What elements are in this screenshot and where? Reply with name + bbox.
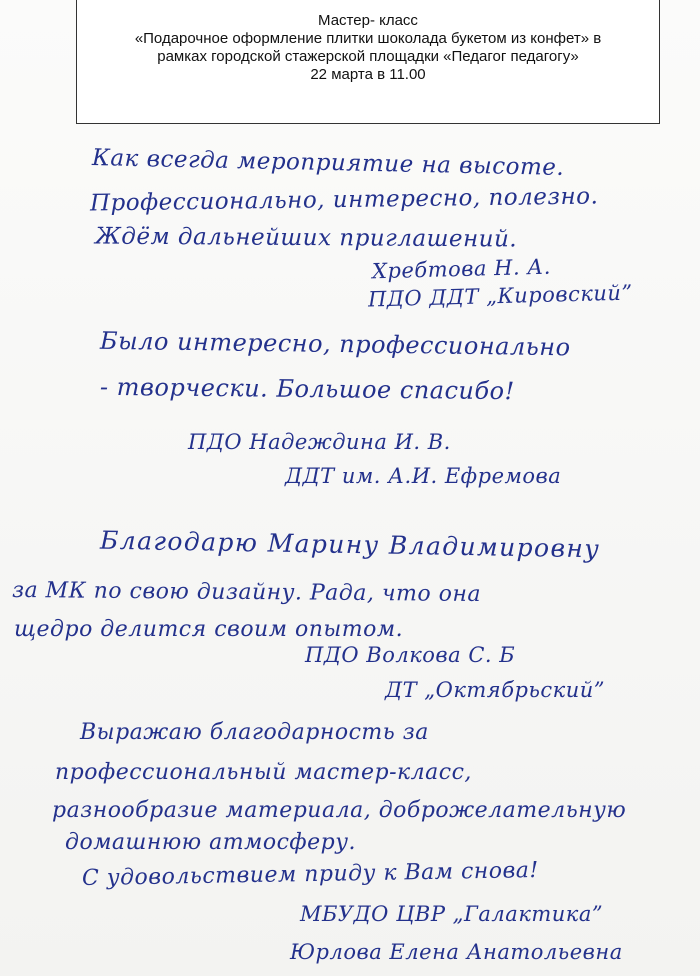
- review-1-line-1: Как всегда мероприятие на высоте.: [91, 145, 565, 181]
- review-3-signature-name: ПДО Волкова С. Б: [305, 643, 516, 667]
- review-4-line-1: Выражаю благодарность за: [80, 720, 429, 745]
- review-4-signature-name: Юрлова Елена Анатольевна: [290, 940, 623, 964]
- review-2-line-2: - творчески. Большое спасибо!: [99, 372, 515, 406]
- review-1-line-3: Ждём дальнейших приглашений.: [94, 223, 518, 253]
- review-4-line-5: С удовольствием приду к Вам снова!: [81, 858, 539, 891]
- header-topic: «Подарочное оформление плитки шоколада букетом из конфет» в: [134, 30, 602, 47]
- review-4-line-4: домашнюю атмосферу.: [65, 830, 356, 855]
- header-title: Мастер- класс: [318, 12, 418, 29]
- header-venue: рамках городской стажерской площадки «Педагог педагогу»: [157, 48, 579, 65]
- review-4-line-2: профессиональный мастер-класс,: [55, 760, 472, 785]
- review-3-line-3: щедро делится своим опытом.: [14, 617, 404, 642]
- review-2-line-1: Было интересно, профессионально: [99, 326, 571, 362]
- review-1-signature-name: Хребтова Н. А.: [371, 254, 552, 284]
- review-4-signature-org: МБУДО ЦВР „Галактика”: [300, 902, 604, 926]
- review-2-signature-name: ПДО Надеждина И. В.: [188, 430, 451, 454]
- header-date: 22 марта в 11.00: [310, 66, 426, 83]
- review-2-signature-org: ДДТ им. А.И. Ефремова: [285, 464, 562, 488]
- review-1-line-2: Профессионально, интересно, полезно.: [89, 183, 599, 217]
- review-3-line-1: Благодарю Марину Владимировну: [99, 525, 601, 564]
- review-4-line-3: разнообразие материала, доброжелательную: [52, 798, 627, 823]
- review-3-signature-org: ДТ „Октябрьский”: [385, 678, 605, 702]
- review-3-line-2: за МК по свою дизайну. Рада, что она: [11, 577, 482, 608]
- event-header-box: [76, 0, 660, 124]
- review-1-signature-org: ПДО ДДТ „Кировский”: [367, 280, 633, 312]
